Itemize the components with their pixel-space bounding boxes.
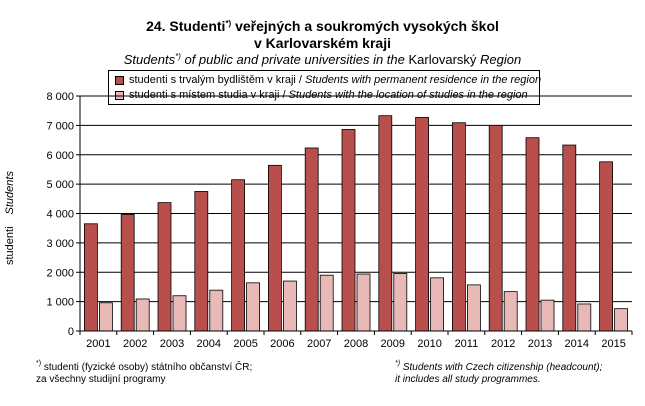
x-tick-label: 2001: [86, 338, 111, 350]
footnote-en-line1: Students with Czech citizenship (headcount);: [400, 362, 603, 373]
x-tick-label: 2002: [122, 338, 148, 350]
x-tick-label: 2012: [490, 338, 516, 350]
y-tick-label: 5 000: [46, 179, 74, 192]
y-tick-label: 7 000: [46, 120, 74, 133]
bar-permanent-residence: [158, 203, 171, 331]
bar-study-location: [320, 275, 333, 331]
bar-permanent-residence: [526, 138, 539, 331]
legend-label-cz: studenti s místem studia v kraji /: [129, 89, 289, 101]
bar-study-location: [210, 290, 223, 331]
title-main: 24. Studenti: [146, 18, 226, 34]
footnote-cz-line1: studenti (fyzické osoby) státního občanství ČR;: [41, 362, 253, 373]
bar-study-location: [247, 283, 260, 331]
subtitle-a: Students: [123, 52, 176, 67]
bar-permanent-residence: [416, 117, 429, 331]
chart-title-line2: v Karlovarském kraji: [254, 35, 391, 51]
x-tick-label: 2009: [380, 338, 406, 350]
x-tick-label: 2008: [343, 338, 369, 350]
bar-study-location: [283, 281, 296, 331]
footnote-en-line2: it includes all study programmes.: [395, 374, 541, 385]
y-tick-label: 8 000: [46, 91, 74, 103]
y-axis-label-en: Students: [4, 171, 16, 215]
bar-study-location: [99, 303, 112, 331]
x-tick-label: 2004: [196, 338, 222, 350]
subtitle-b: of public and private universities in the: [180, 52, 409, 67]
y-tick-label: 4 000: [46, 208, 74, 221]
y-tick-label: 0: [67, 326, 74, 338]
bar-permanent-residence: [342, 129, 355, 331]
bar-permanent-residence: [195, 191, 208, 331]
bar-permanent-residence: [121, 214, 134, 331]
x-tick-label: 2011: [454, 338, 479, 350]
x-tick-label: 2006: [270, 338, 295, 350]
bar-study-location: [357, 274, 370, 331]
bar-study-location: [541, 300, 554, 331]
title-rest: veřejných a soukromých vysokých škol: [231, 18, 499, 34]
bar-permanent-residence: [268, 165, 281, 331]
bar-study-location: [136, 299, 149, 331]
bar-study-location: [615, 309, 628, 331]
bar-study-location: [394, 273, 407, 331]
y-axis-label-cz: studenti: [4, 226, 16, 265]
y-tick-label: 1 000: [46, 296, 74, 309]
bar-permanent-residence: [84, 224, 97, 331]
legend-label-en: Students with the location of studies in the region: [288, 89, 528, 101]
x-tick-label: 2003: [159, 338, 185, 350]
bar-study-location: [504, 292, 517, 331]
y-tick-label: 6 000: [46, 149, 74, 162]
y-tick-label: 3 000: [46, 237, 74, 250]
footnote-cz-line2: za všechny studijní programy: [36, 374, 166, 385]
x-tick-label: 2005: [233, 338, 258, 350]
bar-study-location: [431, 278, 444, 331]
title-sup: *): [225, 19, 232, 28]
legend-label-en: Students with permanent residence in the region: [305, 74, 542, 86]
x-tick-label: 2010: [417, 338, 442, 350]
subtitle-sup: *): [175, 52, 181, 61]
bar-permanent-residence: [600, 162, 613, 331]
bar-study-location: [578, 304, 591, 331]
x-tick-label: 2007: [306, 338, 332, 350]
bar-permanent-residence: [452, 123, 465, 331]
bar-permanent-residence: [305, 148, 318, 331]
bar-permanent-residence: [232, 180, 245, 331]
subtitle-d: Region: [476, 52, 522, 67]
subtitle-c: Karlovarský: [408, 52, 477, 67]
bar-study-location: [173, 296, 186, 331]
y-tick-label: 2 000: [46, 267, 74, 280]
x-tick-label: 2015: [601, 338, 626, 350]
footnote-cz: [36, 362, 252, 386]
bar-permanent-residence: [489, 125, 502, 331]
footnote-cz-sup: *): [36, 360, 42, 367]
bar-permanent-residence: [563, 145, 576, 331]
x-tick-label: 2013: [527, 338, 553, 350]
footnote-en: [395, 362, 602, 386]
legend-label-cz: studenti s trvalým bydlištěm v kraji /: [129, 74, 306, 86]
x-tick-label: 2014: [564, 338, 590, 350]
footnote-en-sup: *): [395, 360, 401, 367]
bar-study-location: [467, 285, 480, 331]
bar-permanent-residence: [379, 116, 392, 331]
